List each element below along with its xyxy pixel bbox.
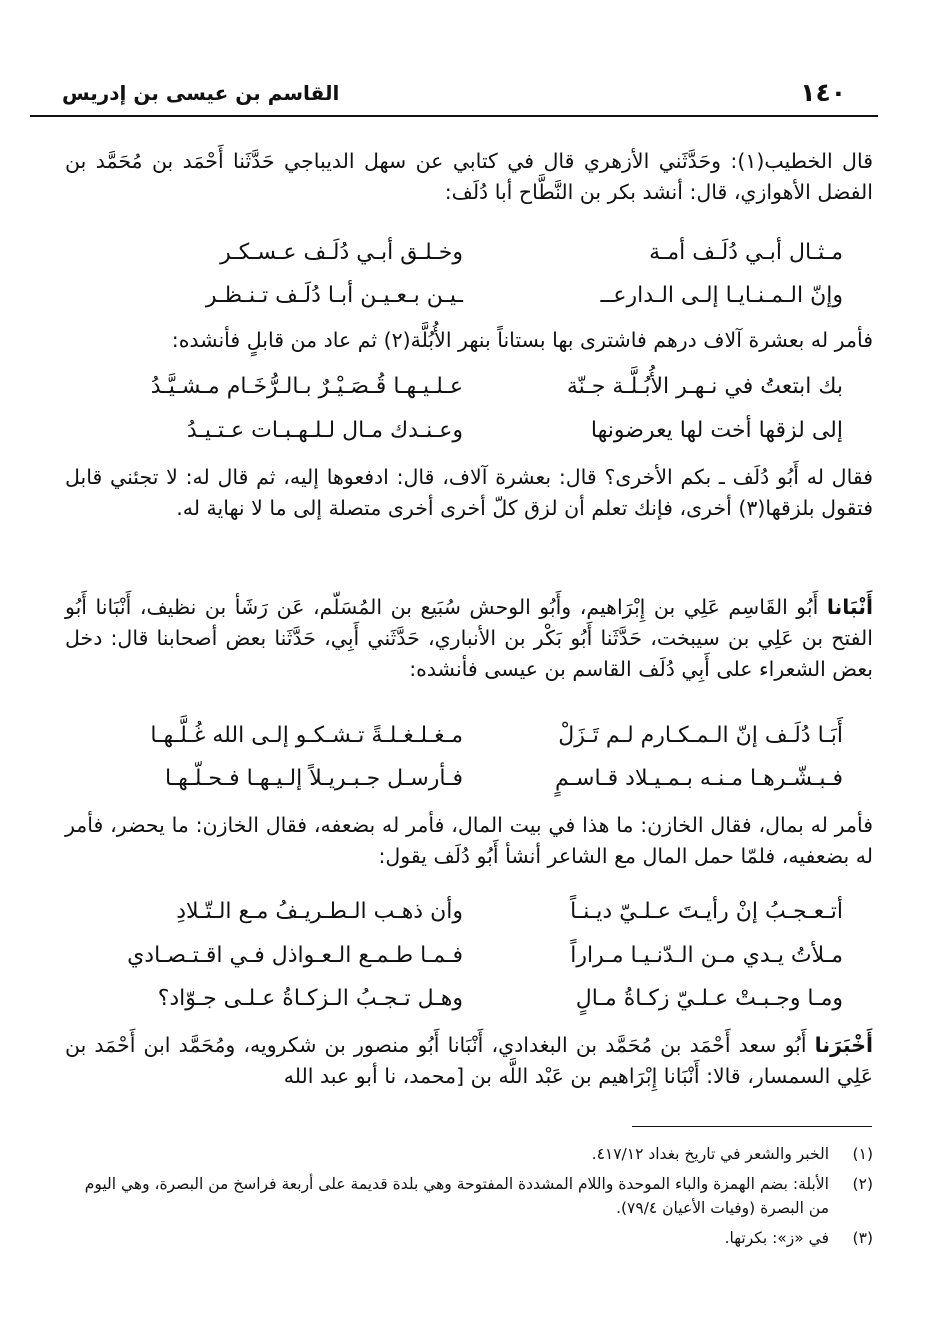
- header-rule: [30, 115, 878, 117]
- footnote-text: الأبلة: بضم الهمزة والباء الموحدة واللام المشددة المفتوحة وهي بلدة قديمة على أربعة فراسخ من البصرة، وهي اليوم من البصرة (وفيات الأعيان ٧٩/٤).: [84, 1175, 829, 1217]
- verse-hemistich-second: مـغـلـغـلـةً تـشـكـو إلـى الله غُـلَّـهـا: [150, 723, 463, 748]
- verse-hemistich-second: ـيـن بـعـيـن أبـا دُلَـف تـنـظـر: [205, 283, 463, 308]
- isnad-lead: أَنْبَانا: [826, 595, 873, 619]
- verse-hemistich-first: أَبَـا دُلَـف إنّ الـمـكـارم لـم تَـزَلْ: [558, 723, 843, 748]
- page-number: ١٤٠: [800, 78, 846, 107]
- verse-line: [123, 374, 843, 410]
- page-header: [62, 78, 846, 108]
- footnote-number: (١): [852, 1145, 873, 1163]
- verse-hemistich-first: فـبـشّـرهـا مـنـه بـمـيـلاد قـاسـمٍ: [554, 766, 843, 791]
- verse-hemistich-first: مـثـال أبـي دُلَـف أمـة: [649, 240, 843, 265]
- footnote-text: في «ز»: بكرتها.: [724, 1229, 829, 1247]
- verse-line: [123, 766, 843, 802]
- verse-hemistich-second: فـأرسـل جـبـريـلاً إلـيـهـا فـحـلّـهـا: [164, 766, 463, 791]
- verse-hemistich-first: إلى لزقها أخت لها يعرضونها: [590, 418, 843, 443]
- verse-line: [123, 418, 843, 454]
- verse-hemistich-second: وعـنـدك مـال لـلـهـبـات عـتـيـدُ: [186, 418, 463, 443]
- verse-hemistich-second: وخـلـق أبـي دُلَـف عـسـكـر: [220, 240, 463, 265]
- verse-hemistich-first: أتـعـجـبُ إنْ رأيـتَ عـلـيّ ديـنـاً: [570, 899, 843, 924]
- isnad-text: أَبُو القَاسِم عَلِي بن إِبْرَاهيم، وأَبُو الوحش سُبَيع بن المُسَلّم، عَن رَشَأ بن نظيف، أَنْبَانا أَبُو الفتح بن عَلِي بن سيبخت، حَدَّثَنا أَبُو بَكْر بن الأنباري، حَدَّثَني أَبِي، حَدَّثَنا بعض أصحابنا قال: دخل بعض الشعراء على أَبِي دُلَف القاسم بن عيسى فأنشده:: [65, 595, 873, 681]
- verse-line: [123, 899, 843, 935]
- paragraph-anbana: [65, 592, 873, 685]
- running-title: القاسم بن عيسى بن إدريس: [62, 81, 340, 105]
- footnotes: [65, 1142, 873, 1256]
- verse-hemistich-second: عـلـيـهـا قُـصَـيْـرٌ بـالـرُّخَـام مـشـيَّـدُ: [150, 374, 463, 399]
- verse-line: [123, 986, 843, 1022]
- verse-hemistich-second: وأن ذهـب الـطـريـفُ مـع الـتّـلادِ: [176, 899, 463, 924]
- isnad-lead: أَخْبَرَنا: [814, 1033, 873, 1057]
- verse-hemistich-first: وإنّ الـمـنـايـا إلـى الـدارعــ: [600, 283, 843, 308]
- verse-line: [123, 240, 843, 276]
- paragraph-akhbarana: [65, 1030, 873, 1092]
- verse-hemistich-second: فـمـا طـمـع الـعـواذل فـي اقـتـصـادي: [127, 943, 463, 968]
- footnote-number: (٢): [852, 1175, 873, 1193]
- paragraph-khatib: قال الخطيب(١): وحَدَّثَني الأزهري قال في كتابي عن سهل الديباجي حَدَّثَنا أَحْمَد بن مُحَمَّد بن الفضل الأهوازي، قال: أنشد بكر بن النَّطَّاح أبا دُلَف:: [65, 149, 873, 204]
- verse-hemistich-first: بك ابتعتُ في نـهـر الأُبُـلَّـة جـنّة: [566, 374, 843, 399]
- footnote: [65, 1226, 873, 1250]
- verse-hemistich-second: وهـل تـجـبُ الـزكـاةُ عـلـى جـوّاد؟: [157, 986, 463, 1011]
- paragraph-reward: فأمر له بعشرة آلاف درهم فاشترى بها بستاناً بنهر الأُبُلَّة(٢) ثم عاد من قابلٍ فأنشده:: [171, 328, 873, 352]
- verse-hemistich-first: ومـا وجـبـتْ عـلـيّ زكـاةُ مـالٍ: [575, 986, 843, 1011]
- footnote: [65, 1172, 873, 1220]
- footnote-number: (٣): [852, 1229, 873, 1247]
- verse-line: [123, 283, 843, 319]
- footnote: [65, 1142, 873, 1166]
- verse-hemistich-first: مـلأتُ يـدي مـن الـدّنـيـا مـراراً: [570, 943, 843, 968]
- footnote-text: الخبر والشعر في تاريخ بغداد ٤١٧/١٢.: [591, 1145, 829, 1163]
- paragraph-abu-dulaf-reply: فقال له أَبُو دُلَف ـ بكم الأخرى؟ قال: بعشرة آلاف، قال: ادفعوها إليه، ثم قال له: لا تجئني قابل فتقول بلزقها(٣) أخرى، فإنك تعلم أن لزق كلّ أخرى أخرى متصلة إلى ما لا نهاية له.: [65, 465, 873, 520]
- verse-line: [123, 943, 843, 979]
- isnad-text: أَبُو سعد أَحْمَد بن مُحَمَّد بن البغدادي، أَنْبَانا أَبُو منصور بن شكرويه، ومُحَمَّد ابن أَحْمَد بن عَلِي السمسار، قالا: أَنْبَانا إِبْرَاهيم بن عَبْد اللَّه بن [محمد، نا أبو عبد الله: [65, 1033, 873, 1088]
- paragraph-treasurer: فأمر له بمال، فقال الخازن: ما هذا في بيت المال، فأمر له بضعفه، فقال الخازن: ما يحضر، فأمر له بضعفيه، فلمّا حمل المال مع الشاعر أنشأ أَبُو دُلَف يقول:: [65, 813, 873, 868]
- footnote-rule: [632, 1126, 872, 1127]
- verse-line: [123, 723, 843, 759]
